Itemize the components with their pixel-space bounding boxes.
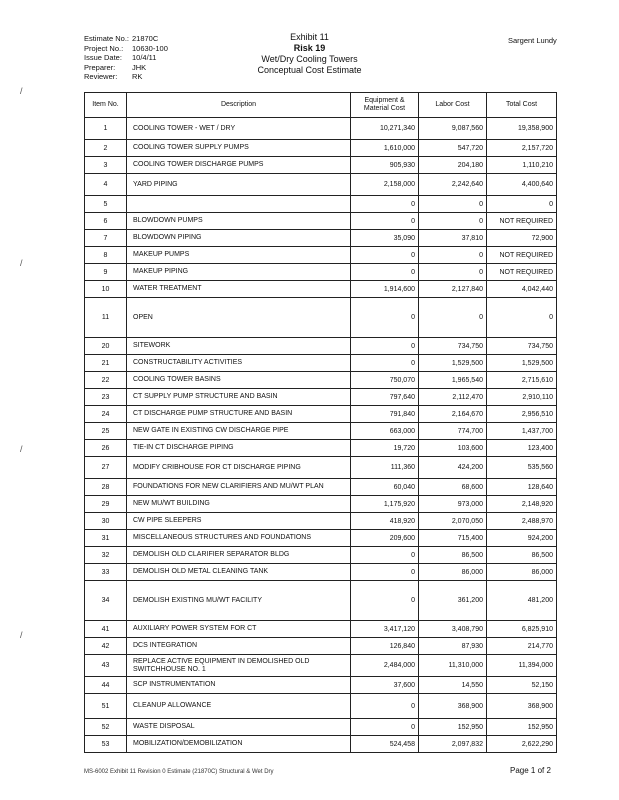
labor-cost-cell: 204,180 [419,157,487,174]
metadata-value: 10/4/11 [132,53,157,62]
description-cell: CT SUPPLY PUMP STRUCTURE AND BASIN [127,389,351,406]
item-cell: 8 [85,247,127,264]
total-cost-cell: 19,358,900 [487,118,557,140]
item-cell: 41 [85,621,127,638]
equipment-cost-cell: 0 [351,196,419,213]
labor-cost-cell: 11,310,000 [419,655,487,677]
item-cell: 4 [85,174,127,196]
equipment-cost-cell: 60,040 [351,479,419,496]
total-cost-cell: 0 [487,196,557,213]
title-line-estimate: Conceptual Cost Estimate [257,65,362,75]
item-cell: 1 [85,118,127,140]
metadata-label: Project No.: [84,43,124,53]
item-cell: 21 [85,355,127,372]
total-cost-cell: 86,000 [487,564,557,581]
labor-cost-cell: 424,200 [419,457,487,479]
equipment-cost-cell: 0 [351,264,419,281]
item-cell: 26 [85,440,127,457]
table-row [85,281,557,298]
footer-file-reference: MS-6002 Exhibit 11 Revision 0 Estimate (21870C) Structural & Wet Dry [84,769,274,775]
item-cell: 27 [85,457,127,479]
labor-cost-cell: 86,500 [419,547,487,564]
equipment-cost-cell: 418,920 [351,513,419,530]
item-cell: 3 [85,157,127,174]
total-cost-cell: 123,400 [487,440,557,457]
equipment-cost-cell: 791,840 [351,406,419,423]
equipment-cost-cell: 126,840 [351,638,419,655]
description-cell: SITEWORK [127,338,351,355]
total-cost-cell: 2,956,510 [487,406,557,423]
labor-cost-cell: 3,408,790 [419,621,487,638]
metadata-label: Issue Date: [84,53,122,62]
labor-cost-cell: 0 [419,196,487,213]
labor-cost-cell: 361,200 [419,581,487,621]
labor-cost-cell: 2,097,832 [419,736,487,753]
table-row [85,547,557,564]
labor-cost-cell: 37,810 [419,230,487,247]
title-line-exhibit: Exhibit 11 [290,32,329,42]
description-cell: COOLING TOWER BASINS [127,372,351,389]
total-cost-cell: 1,529,500 [487,355,557,372]
description-cell: DEMOLISH OLD METAL CLEANING TANK [127,564,351,581]
description-cell: CONSTRUCTABILITY ACTIVITIES [127,355,351,372]
description-cell: DEMOLISH EXISTING MU/WT FACILITY [127,581,351,621]
column-header-total: Total Cost [487,93,557,118]
equipment-cost-cell: 797,640 [351,389,419,406]
scan-mark: / [20,258,23,268]
total-cost-cell: 535,560 [487,457,557,479]
total-cost-cell: NOT REQUIRED [487,213,557,230]
table-row [85,677,557,694]
equipment-cost-cell: 111,360 [351,457,419,479]
equipment-cost-cell: 37,600 [351,677,419,694]
equipment-cost-cell: 0 [351,247,419,264]
description-cell: CT DISCHARGE PUMP STRUCTURE AND BASIN [127,406,351,423]
labor-cost-cell: 774,700 [419,423,487,440]
table-row [85,140,557,157]
labor-cost-cell: 9,087,560 [419,118,487,140]
labor-cost-cell: 547,720 [419,140,487,157]
item-cell: 29 [85,496,127,513]
total-cost-cell: 0 [487,298,557,338]
equipment-cost-cell: 3,417,120 [351,621,419,638]
equipment-cost-cell: 750,070 [351,372,419,389]
total-cost-cell: 481,200 [487,581,557,621]
item-cell: 10 [85,281,127,298]
equipment-cost-cell: 2,158,000 [351,174,419,196]
equipment-cost-cell: 0 [351,338,419,355]
column-header-item: Item No. [85,93,127,118]
equipment-cost-cell: 0 [351,564,419,581]
metadata-value: 10630-100 [132,43,168,53]
total-cost-cell: 4,042,440 [487,281,557,298]
item-cell: 22 [85,372,127,389]
title-line-subject: Wet/Dry Cooling Towers [261,54,358,64]
equipment-cost-cell: 905,930 [351,157,419,174]
table-row [85,389,557,406]
item-cell: 53 [85,736,127,753]
table-row [85,719,557,736]
total-cost-cell: 52,150 [487,677,557,694]
description-cell: OPEN [127,298,351,338]
labor-cost-cell: 86,000 [419,564,487,581]
scan-mark: / [20,86,23,96]
table-row [85,423,557,440]
labor-cost-cell: 87,930 [419,638,487,655]
description-cell: MAKEUP PUMPS [127,247,351,264]
item-cell: 30 [85,513,127,530]
equipment-cost-cell: 1,610,000 [351,140,419,157]
total-cost-cell: 2,157,720 [487,140,557,157]
description-cell: REPLACE ACTIVE EQUIPMENT IN DEMOLISHED OLD SWITCHHOUSE NO. 1 [127,655,351,677]
total-cost-cell: 128,640 [487,479,557,496]
item-cell: 11 [85,298,127,338]
item-cell: 28 [85,479,127,496]
total-cost-cell: 2,622,290 [487,736,557,753]
table-header-row [85,93,557,118]
metadata-value: RK [132,72,143,81]
item-cell: 42 [85,638,127,655]
labor-cost-cell: 1,529,500 [419,355,487,372]
column-header-labor: Labor Cost [419,93,487,118]
equipment-cost-cell: 0 [351,213,419,230]
description-cell: TIE-IN CT DISCHARGE PIPING [127,440,351,457]
total-cost-cell: 152,950 [487,719,557,736]
equipment-cost-cell: 2,484,000 [351,655,419,677]
labor-cost-cell: 715,400 [419,530,487,547]
title-line-risk: Risk 19 [293,43,326,53]
labor-cost-cell: 1,965,540 [419,372,487,389]
equipment-cost-cell: 0 [351,581,419,621]
total-cost-cell: 924,200 [487,530,557,547]
column-header-description: Description [127,93,351,118]
description-cell: MODIFY CRIBHOUSE FOR CT DISCHARGE PIPING [127,457,351,479]
item-cell: 2 [85,140,127,157]
description-cell: BLOWDOWN PIPING [127,230,351,247]
table-row [85,264,557,281]
table-row [85,118,557,140]
description-cell: MOBILIZATION/DEMOBILIZATION [127,736,351,753]
company-name: Sargent Lundy [508,36,557,45]
table-row [85,247,557,264]
table-row [85,440,557,457]
total-cost-cell: 368,900 [487,694,557,719]
total-cost-cell: 1,437,700 [487,423,557,440]
table-row [85,479,557,496]
equipment-cost-cell: 524,458 [351,736,419,753]
table-row [85,196,557,213]
table-row [85,736,557,753]
equipment-cost-cell: 663,000 [351,423,419,440]
description-cell: NEW MU/WT BUILDING [127,496,351,513]
labor-cost-cell: 0 [419,247,487,264]
table-row [85,621,557,638]
total-cost-cell: NOT REQUIRED [487,264,557,281]
labor-cost-cell: 0 [419,298,487,338]
item-cell: 31 [85,530,127,547]
labor-cost-cell: 152,950 [419,719,487,736]
table-row [85,457,557,479]
total-cost-cell: 1,110,210 [487,157,557,174]
equipment-cost-cell: 1,914,600 [351,281,419,298]
description-cell: COOLING TOWER SUPPLY PUMPS [127,140,351,157]
labor-cost-cell: 2,127,840 [419,281,487,298]
description-cell: BLOWDOWN PUMPS [127,213,351,230]
description-cell: YARD PIPING [127,174,351,196]
table-row [85,298,557,338]
description-cell: CLEANUP ALLOWANCE [127,694,351,719]
description-cell: WASTE DISPOSAL [127,719,351,736]
item-cell: 20 [85,338,127,355]
labor-cost-cell: 0 [419,264,487,281]
table-row [85,496,557,513]
labor-cost-cell: 2,112,470 [419,389,487,406]
total-cost-cell: 86,500 [487,547,557,564]
total-cost-cell: 214,770 [487,638,557,655]
labor-cost-cell: 103,600 [419,440,487,457]
labor-cost-cell: 734,750 [419,338,487,355]
description-cell: DCS INTEGRATION [127,638,351,655]
description-cell: DEMOLISH OLD CLARIFIER SEPARATOR BLDG [127,547,351,564]
column-header-equipment: Equipment & Material Cost [351,93,419,118]
description-cell [127,196,351,213]
description-cell: MAKEUP PIPING [127,264,351,281]
equipment-cost-cell: 209,600 [351,530,419,547]
equipment-cost-cell: 10,271,340 [351,118,419,140]
labor-cost-cell: 973,000 [419,496,487,513]
item-cell: 52 [85,719,127,736]
table-row [85,564,557,581]
cost-estimate-table [84,92,557,753]
total-cost-cell: 2,148,920 [487,496,557,513]
table-row [85,513,557,530]
table-row [85,638,557,655]
metadata-value: 21870C [132,34,159,43]
table-row [85,581,557,621]
total-cost-cell: 2,715,610 [487,372,557,389]
total-cost-cell: 4,400,640 [487,174,557,196]
total-cost-cell: NOT REQUIRED [487,247,557,264]
metadata-value: JHK [132,62,147,72]
table-row [85,655,557,677]
equipment-cost-cell: 0 [351,355,419,372]
item-cell: 7 [85,230,127,247]
item-cell: 34 [85,581,127,621]
item-cell: 23 [85,389,127,406]
description-cell: AUXILIARY POWER SYSTEM FOR CT [127,621,351,638]
table-row [85,230,557,247]
metadata-label: Preparer: [84,62,116,72]
labor-cost-cell: 0 [419,213,487,230]
table-row [85,213,557,230]
item-cell: 5 [85,196,127,213]
table-row [85,406,557,423]
table-row [85,157,557,174]
total-cost-cell: 72,900 [487,230,557,247]
equipment-cost-cell: 0 [351,719,419,736]
metadata-label: Reviewer: [84,72,118,81]
table-row [85,174,557,196]
labor-cost-cell: 2,164,670 [419,406,487,423]
description-cell: NEW GATE IN EXISTING CW DISCHARGE PIPE [127,423,351,440]
table-row [85,694,557,719]
labor-cost-cell: 2,070,050 [419,513,487,530]
labor-cost-cell: 2,242,640 [419,174,487,196]
description-cell: CW PIPE SLEEPERS [127,513,351,530]
description-cell: FOUNDATIONS FOR NEW CLARIFIERS AND MU/WT PLAN [127,479,351,496]
table-row [85,338,557,355]
equipment-cost-cell: 35,090 [351,230,419,247]
labor-cost-cell: 68,600 [419,479,487,496]
equipment-cost-cell: 1,175,920 [351,496,419,513]
table-row [85,530,557,547]
equipment-cost-cell: 19,720 [351,440,419,457]
equipment-cost-cell: 0 [351,298,419,338]
labor-cost-cell: 14,550 [419,677,487,694]
labor-cost-cell: 368,900 [419,694,487,719]
item-cell: 24 [85,406,127,423]
description-cell: MISCELLANEOUS STRUCTURES AND FOUNDATIONS [127,530,351,547]
item-cell: 32 [85,547,127,564]
scan-mark: / [20,630,23,640]
table-row [85,355,557,372]
total-cost-cell: 2,910,110 [487,389,557,406]
item-cell: 33 [85,564,127,581]
total-cost-cell: 734,750 [487,338,557,355]
description-cell: SCP INSTRUMENTATION [127,677,351,694]
equipment-cost-cell: 0 [351,547,419,564]
item-cell: 9 [85,264,127,281]
scan-mark: / [20,444,23,454]
item-cell: 25 [85,423,127,440]
table-row [85,372,557,389]
total-cost-cell: 11,394,000 [487,655,557,677]
description-cell: WATER TREATMENT [127,281,351,298]
metadata-label: Estimate No.: [84,34,130,43]
total-cost-cell: 2,488,970 [487,513,557,530]
item-cell: 6 [85,213,127,230]
equipment-cost-cell: 0 [351,694,419,719]
item-cell: 43 [85,655,127,677]
description-cell: COOLING TOWER DISCHARGE PUMPS [127,157,351,174]
item-cell: 44 [85,677,127,694]
description-cell: COOLING TOWER - WET / DRY [127,118,351,140]
item-cell: 51 [85,694,127,719]
footer-page-number: Page 1 of 2 [510,766,551,775]
total-cost-cell: 6,825,910 [487,621,557,638]
